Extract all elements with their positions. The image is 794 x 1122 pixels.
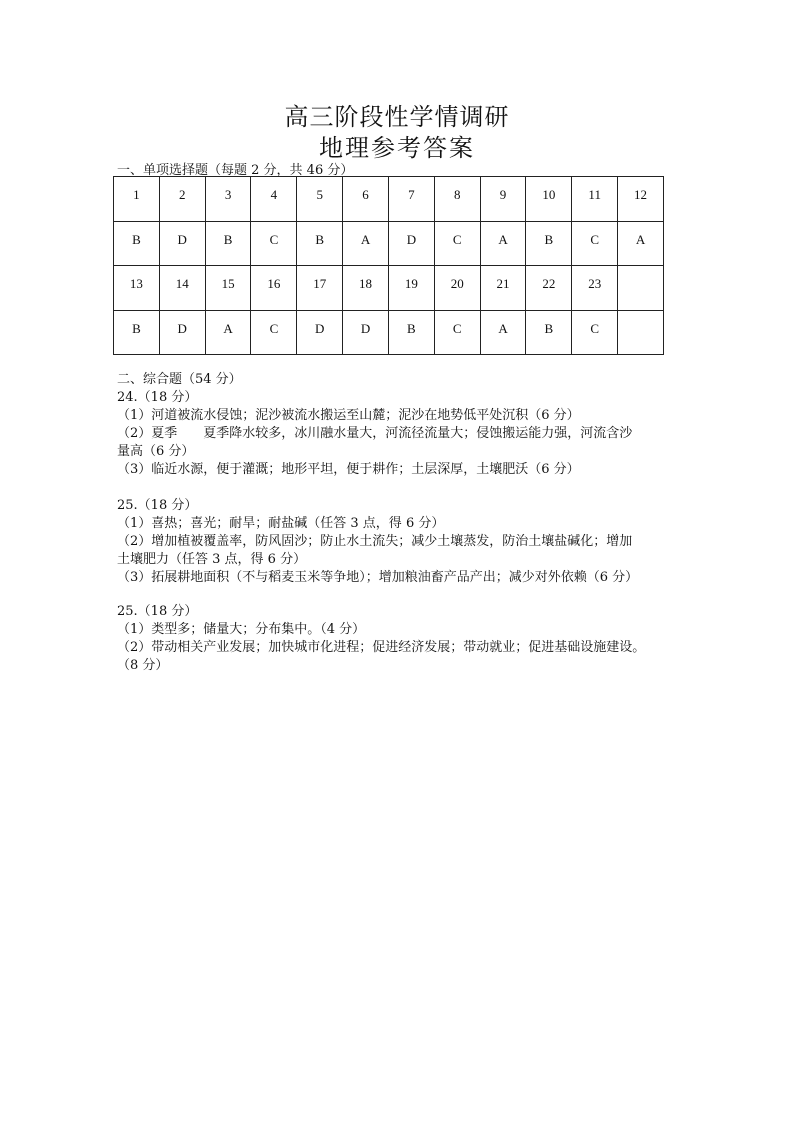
answer-table — [113, 176, 664, 355]
table-cell: 21 — [480, 266, 526, 311]
table-cell: 12 — [618, 177, 664, 222]
table-row-question-numbers — [114, 266, 664, 311]
table-cell: 13 — [114, 266, 160, 311]
table-cell: 15 — [205, 266, 251, 311]
table-cell: A — [480, 310, 526, 355]
table-cell: A — [480, 221, 526, 266]
table-row-answers — [114, 221, 664, 266]
question-25-label: 25.（18 分） — [117, 498, 198, 513]
table-cell: 11 — [572, 177, 618, 222]
question-26-answer-1: （1）类型多；储量大；分布集中。（4 分） — [117, 622, 366, 637]
table-cell: 19 — [388, 266, 434, 311]
question-25-answer-3: （3）拓展耕地面积（不与稻麦玉米等争地）；增加粮油畜产品产出；减少对外依赖（6 分） — [117, 570, 639, 585]
question-24-block — [117, 371, 679, 479]
section2-heading: 二、综合题（54 分） — [117, 372, 242, 387]
table-cell — [618, 266, 664, 311]
table-cell: C — [434, 310, 480, 355]
table-cell: 5 — [297, 177, 343, 222]
table-cell: 16 — [251, 266, 297, 311]
table-cell: 22 — [526, 266, 572, 311]
table-cell: C — [251, 221, 297, 266]
document-title: 高三阶段性学情调研 — [284, 103, 510, 131]
table-cell: B — [526, 310, 572, 355]
table-cell: B — [388, 310, 434, 355]
table-row-question-numbers — [114, 177, 664, 222]
question-26-label: 25.（18 分） — [117, 604, 198, 619]
table-cell: 23 — [572, 266, 618, 311]
table-cell: A — [205, 310, 251, 355]
table-cell: B — [297, 221, 343, 266]
table-cell: 10 — [526, 177, 572, 222]
question-25-answer-2: （2）增加植被覆盖率，防风固沙；防止水土流失；减少土壤蒸发，防治土壤盐碱化；增加 — [117, 534, 633, 549]
table-cell: B — [205, 221, 251, 266]
table-cell: B — [114, 221, 160, 266]
question-24-answer-2-cont: 量高（6 分） — [117, 444, 195, 459]
table-cell: D — [159, 221, 205, 266]
table-cell: 2 — [159, 177, 205, 222]
question-26-answer-2: （2）带动相关产业发展；加快城市化进程；促进经济发展；带动就业；促进基础设施建设。 — [117, 640, 646, 655]
table-cell: C — [251, 310, 297, 355]
question-26-answer-2-cont: （8 分） — [117, 658, 169, 673]
table-cell: A — [343, 221, 389, 266]
table-cell: 18 — [343, 266, 389, 311]
table-cell: D — [159, 310, 205, 355]
table-row-answers — [114, 310, 664, 355]
question-24-answer-2: （2）夏季 夏季降水较多，冰川融水量大，河流径流量大；侵蚀搬运能力强，河流含沙 — [117, 426, 633, 441]
table-cell: 1 — [114, 177, 160, 222]
table-cell: C — [572, 221, 618, 266]
table-cell: A — [618, 221, 664, 266]
table-cell: 3 — [205, 177, 251, 222]
document-subtitle: 地理参考答案 — [319, 134, 475, 162]
question-24-label: 24.（18 分） — [117, 390, 198, 405]
table-cell: 14 — [159, 266, 205, 311]
table-cell: 8 — [434, 177, 480, 222]
question-24-answer-3: （3）临近水源，便于灌溉；地形平坦，便于耕作；土层深厚，土壤肥沃（6 分） — [117, 462, 580, 477]
table-cell: 20 — [434, 266, 480, 311]
table-cell: 7 — [388, 177, 434, 222]
question-24-answer-1: （1）河道被流水侵蚀；泥沙被流水搬运至山麓；泥沙在地势低平处沉积（6 分） — [117, 408, 580, 423]
table-cell: C — [434, 221, 480, 266]
question-25-answer-2-cont: 土壤肥力（任答 3 点，得 6 分） — [117, 552, 307, 567]
question-25-answer-1: （1）喜热；喜光；耐旱；耐盐碱（任答 3 点，得 6 分） — [117, 516, 445, 531]
table-cell: D — [343, 310, 389, 355]
table-cell: 6 — [343, 177, 389, 222]
table-cell: C — [572, 310, 618, 355]
table-cell: D — [388, 221, 434, 266]
section1-heading: 一、单项选择题（每题 2 分，共 46 分） — [117, 163, 354, 178]
question-26-block — [117, 603, 679, 675]
table-cell: 17 — [297, 266, 343, 311]
table-cell: B — [526, 221, 572, 266]
question-25-block — [117, 497, 679, 587]
table-cell: 9 — [480, 177, 526, 222]
table-cell: 4 — [251, 177, 297, 222]
table-cell — [618, 310, 664, 355]
table-cell: B — [114, 310, 160, 355]
table-cell: D — [297, 310, 343, 355]
